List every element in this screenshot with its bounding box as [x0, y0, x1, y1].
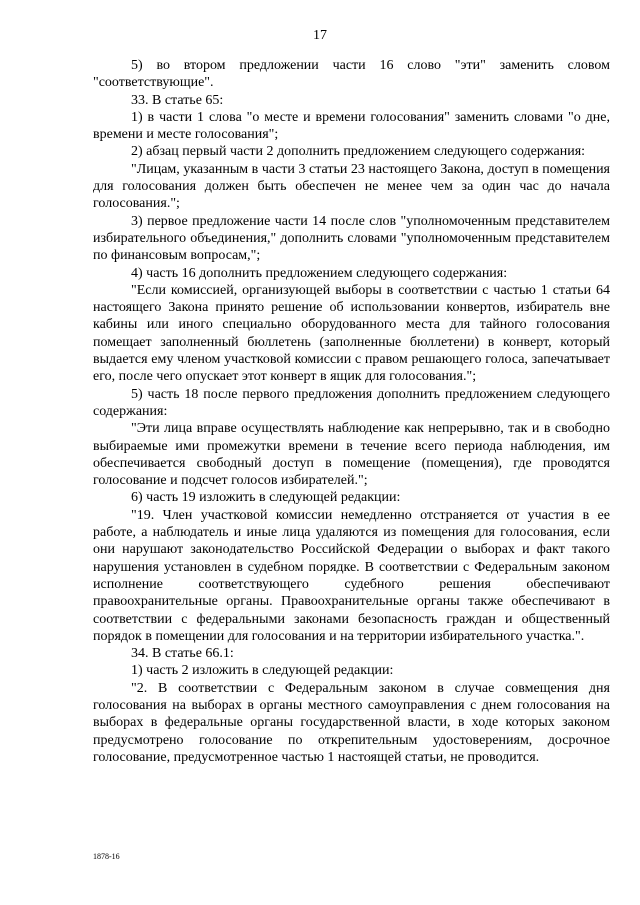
- paragraph: 6) часть 19 изложить в следующей редакции:: [131, 490, 401, 506]
- quoted-paragraph: "Лицам, указанным в части 3 статьи 23 настоящего Закона, доступ в помещения для голосования должен быть обеспечен не менее чем за один час до начала голосования.";: [93, 161, 610, 212]
- paragraph: 2) абзац первый части 2 дополнить предложением следующего содержания:: [131, 144, 586, 160]
- quoted-paragraph: "Если комиссией, организующей выборы в соответствии с частью 1 статьи 64 настоящего Закона принято решение об использовании конвертов, избиратель вне кабины или иного специально оборудованного места для тайного голосования помещает заполненный бюллетень (заполненные бюллетени) в конверт, который выдается ему членом участковой комиссии с правом решающего голоса, запечатывает его, после чего опускает этот конверт в ящик для голосования.";: [93, 282, 610, 385]
- quoted-paragraph: "2. В соответствии с Федеральным законом в случае совмещения дня голосования на выборах в органы местного самоуправления с днем голосования на выборах в федеральные органы государственной власти, в ходе которых законом предусмотрено голосование по открепительным удостоверениям, досрочное голосование, предусмотренное частью 1 настоящей статьи, не проводится.: [93, 680, 610, 765]
- paragraph: 1) часть 2 изложить в следующей редакции:: [131, 663, 394, 679]
- quoted-paragraph: "19. Член участковой комиссии немедленно отстраняется от участия в ее работе, а наблюдатель и иные лица удаляются из помещения для голосования, если они нарушают законодательство Российской Федерации о выборах и факт такого нарушения установлен в судебном порядке. В соответствии с Федеральным законом исполнение соответствующего судебного решения обеспечивают правоохранительные органы. Правоохранительные органы также обеспечивают в соответствии с федеральными законами безопасность граждан и общественный порядок в помещении для голосования и на территории избирательного участка.".: [93, 507, 610, 644]
- article-heading: 34. В статье 66.1:: [131, 646, 234, 662]
- article-heading: 33. В статье 65:: [131, 92, 224, 108]
- quoted-paragraph: "Эти лица вправе осуществлять наблюдение как непрерывно, так и в свободно выбираемые ими промежутки времени в течение всего периода наблюдения, им обеспечивается свободный доступ в помещение (помещения), где проводятся голосование и подсчет голосов избирателей.";: [93, 421, 610, 489]
- paragraph: 4) часть 16 дополнить предложением следующего содержания:: [131, 265, 508, 281]
- paragraph: 3) первое предложение части 14 после слов "уполномоченным представителем избирательного объединения," дополнить словами "уполномоченным представителем по финансовым вопросам,";: [93, 213, 610, 264]
- document-code: 1878-16: [93, 852, 120, 861]
- document-body: [93, 57, 610, 766]
- paragraph: 5) часть 18 после первого предложения дополнить предложением следующего содержания:: [93, 386, 610, 419]
- paragraph: 5) во втором предложении части 16 слово "эти" заменить словом "соответствующие".: [93, 58, 610, 91]
- page-number: 17: [313, 28, 327, 43]
- paragraph: 1) в части 1 слова "о месте и времени голосования" заменить словами "о дне, времени и месте голосования";: [93, 109, 610, 143]
